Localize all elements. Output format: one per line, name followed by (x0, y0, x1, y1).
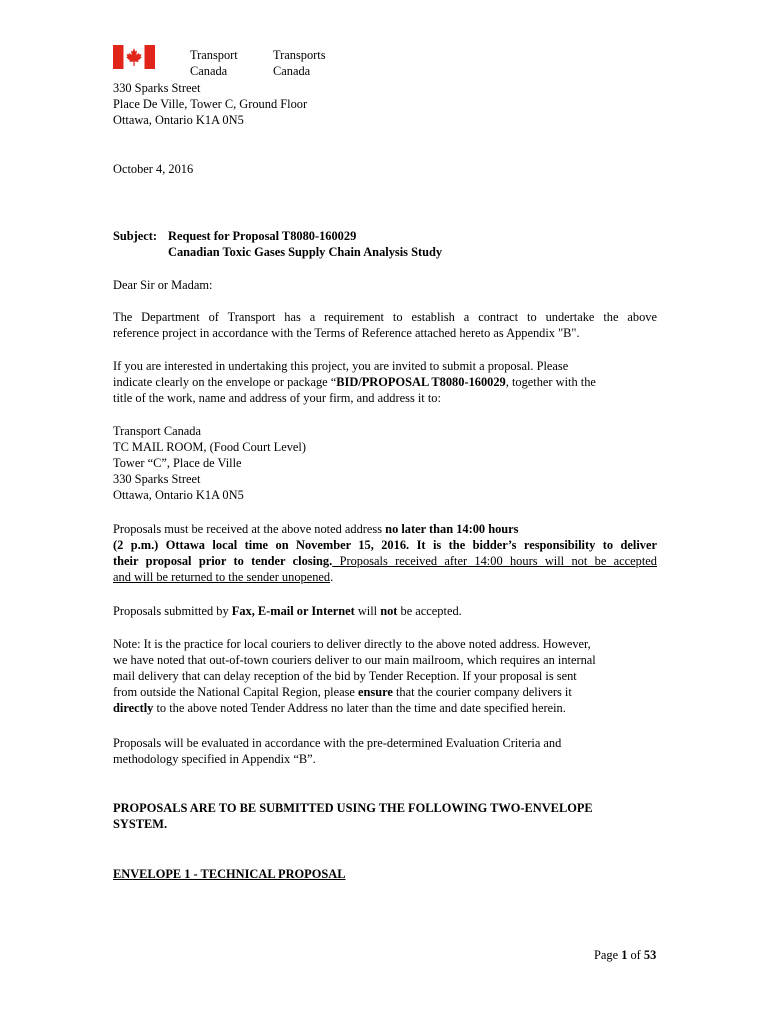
envelope-system-heading-line-2: SYSTEM. (113, 817, 168, 831)
current-page: 1 (621, 948, 628, 962)
page-number (594, 947, 656, 963)
org-name-fr-1: Transports (273, 48, 326, 62)
mail-address-line: Transport Canada (113, 424, 201, 438)
paragraph-3-line-2: (2 p.m.) Ottawa local time on November 15, 2016. It is the bidder’s responsibility to deliver (113, 538, 657, 552)
address-line: Place De Ville, Tower C, Ground Floor (113, 97, 308, 111)
text-run: . (330, 570, 334, 584)
org-name-en-2: Canada (190, 64, 228, 78)
sender-address (113, 80, 307, 128)
paragraph-2-line-2 (113, 374, 596, 390)
text-run: Proposals received after 14:00 hours will not be accepted (332, 554, 657, 568)
text-run: that the courier company delivers it (392, 685, 572, 699)
text-run: Page (594, 948, 622, 962)
paragraph-6-line-2: methodology specified in Appendix “B”. (113, 752, 316, 766)
text-run: will (354, 604, 381, 618)
paragraph-3-line-3 (113, 553, 657, 569)
canada-flag-icon (113, 45, 155, 69)
mail-address-line: Tower “C”, Place de Ville (113, 456, 242, 470)
text-run: be accepted. (397, 604, 462, 618)
paragraph-2-line-1: If you are interested in undertaking this project, you are invited to submit a proposal. Please (113, 359, 569, 373)
paragraph-4 (113, 603, 462, 619)
paragraph-3-line-1 (113, 521, 519, 537)
org-name-fr-2: Canada (273, 64, 311, 78)
text-run: Proposals submitted by (113, 604, 232, 618)
mail-address-line: Ottawa, Ontario K1A 0N5 (113, 488, 244, 502)
mail-address (113, 423, 306, 503)
text-run: not (380, 604, 398, 618)
text-run: Proposals must be received at the above noted address (113, 522, 386, 536)
text-run: , together with the (505, 375, 596, 389)
mail-address-line: TC MAIL ROOM, (Food Court Level) (113, 440, 306, 454)
paragraph-5-line-4 (113, 684, 572, 700)
address-line: 330 Sparks Street (113, 81, 201, 95)
paragraph-5-line-3: mail delivery that can delay reception of the bid by Tender Reception. If your proposal is sent (113, 669, 577, 683)
paragraph-5-line-1: Note: It is the practice for local couriers to deliver directly to the above noted address. However, (113, 637, 591, 651)
org-name-en-1: Transport (190, 48, 238, 62)
text-run: directly (113, 701, 154, 715)
text-run: to the above noted Tender Address no later than the time and date specified herein. (153, 701, 566, 715)
subject-line-1: Request for Proposal T8080-160029 (168, 229, 357, 243)
text-run: indicate clearly on the envelope or package “ (113, 375, 337, 389)
text-run: and will be returned to the sender unopened (113, 570, 331, 584)
paragraph-5-line-2: we have noted that out-of-town couriers deliver to our main mailroom, which requires an internal (113, 653, 596, 667)
paragraph-6-line-1: Proposals will be evaluated in accordance with the pre-determined Evaluation Criteria and (113, 736, 562, 750)
salutation: Dear Sir or Madam: (113, 278, 213, 292)
subject-line-2: Canadian Toxic Gases Supply Chain Analysis Study (168, 245, 443, 259)
text-run: ensure (358, 685, 393, 699)
total-pages: 53 (643, 948, 657, 962)
envelope-system-heading-line-1: PROPOSALS ARE TO BE SUBMITTED USING THE FOLLOWING TWO-ENVELOPE (113, 801, 593, 815)
subject-label: Subject: (113, 229, 158, 243)
letter-date: October 4, 2016 (113, 162, 194, 176)
paragraph-5-line-5 (113, 700, 566, 716)
paragraph-1-line-1: The Department of Transport has a requirement to establish a contract to undertake the above (113, 310, 657, 324)
paragraph-1-line-2: reference project in accordance with the Terms of Reference attached hereto as Appendix "B". (113, 326, 580, 340)
paragraph-2-line-3: title of the work, name and address of your firm, and address it to: (113, 391, 441, 405)
address-line: Ottawa, Ontario K1A 0N5 (113, 113, 244, 127)
mail-address-line: 330 Sparks Street (113, 472, 201, 486)
deadline-text: no later than 14:00 hours (385, 522, 519, 536)
text-run: of (627, 948, 644, 962)
text-run: Fax, E-mail or Internet (231, 604, 355, 618)
text-run: from outside the National Capital Region, please (113, 685, 358, 699)
paragraph-3-line-4 (113, 569, 333, 585)
text-run: their proposal prior to tender closing. (113, 554, 333, 568)
bid-proposal-number: BID/PROPOSAL T8080-160029 (336, 375, 506, 389)
envelope-1-heading: ENVELOPE 1 - TECHNICAL PROPOSAL (113, 867, 346, 881)
